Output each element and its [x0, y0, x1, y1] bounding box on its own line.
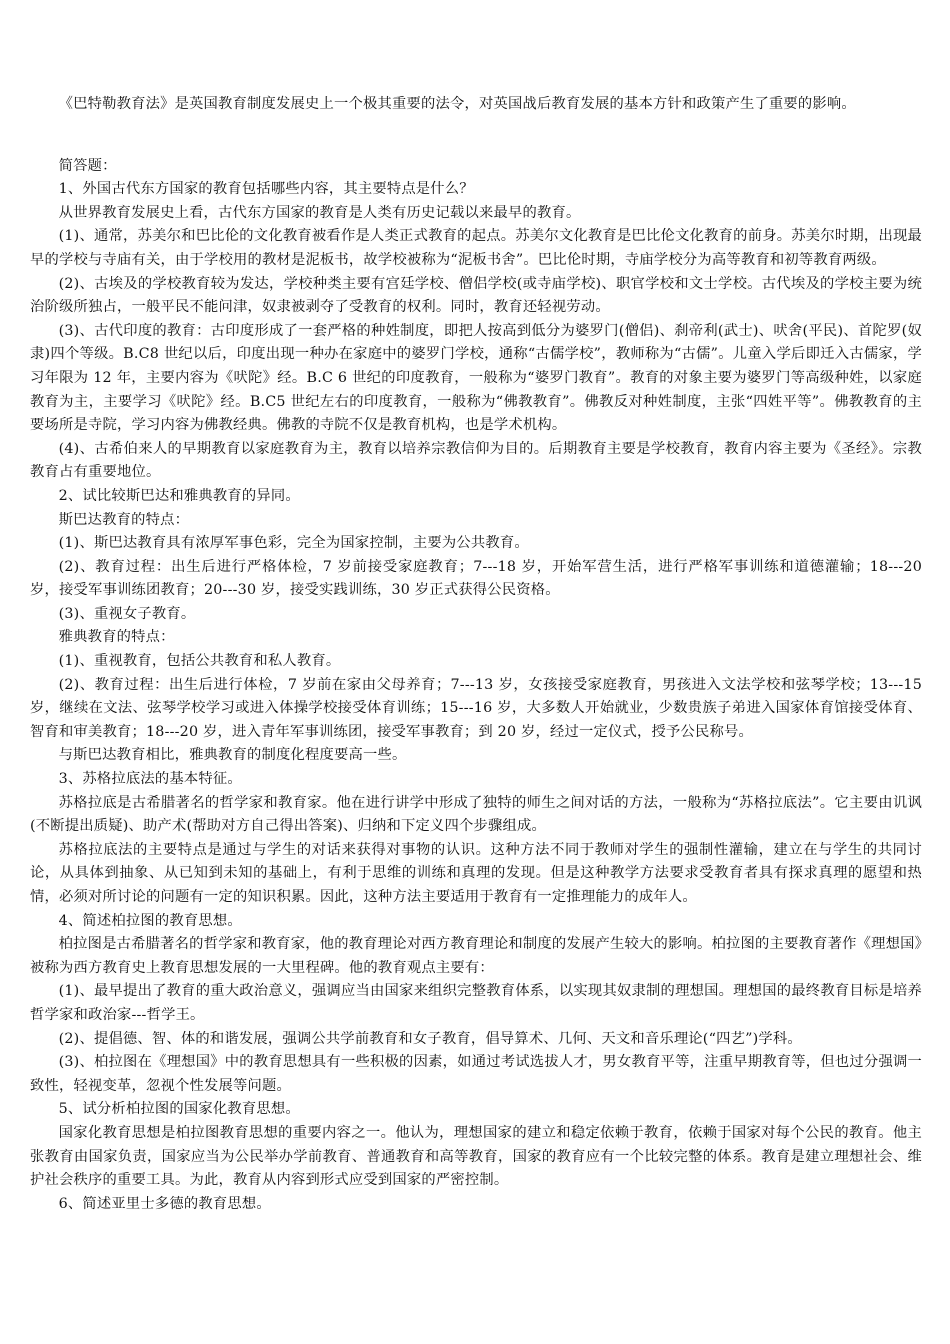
- paragraph-gap: [30, 117, 922, 155]
- paragraph: (3)、柏拉图在《理想国》中的教育思想具有一些积极的因素，如通过考试选拔人才，男女教育平等，注重早期教育等，但也过分强调一致性，轻视变革，忽视个性发展等问题。: [30, 1054, 922, 1094]
- paragraph: (1)、重视教育，包括公共教育和私人教育。: [58, 653, 341, 670]
- paragraph: (2)、提倡德、智、体的和谐发展，强调公共学前教育和女子教育，倡导算术、几何、天文和音乐理论(“四艺”)学科。: [58, 1030, 802, 1047]
- paragraph: (3)、重视女子教育。: [58, 605, 196, 622]
- paragraph: (2)、教育过程：出生后进行严格体检，7 岁前接受家庭教育；7---18 岁，开始军营生活，进行严格军事训练和道德灌输；18---20 岁，接受军事训练团教育；20---30 岁，接受实践训练，30 岁正式获得公民资格。: [30, 558, 922, 599]
- paragraph: (2)、古埃及的学校教育较为发达，学校种类主要有宫廷学校、僧侣学校(或寺庙学校)、职官学校和文士学校。古代埃及的学校主要为统治阶级所独占，一般平民不能问津，奴隶被剥夺了受教育的权利。同时，教育还轻视劳动。: [30, 275, 922, 316]
- question-6: 6、简述亚里士多德的教育思想。: [58, 1195, 271, 1212]
- question-1: 1、外国古代东方国家的教育包括哪些内容，其主要特点是什么？: [58, 181, 474, 198]
- document-body: [30, 93, 922, 1216]
- question-3: 3、苏格拉底法的基本特征。: [58, 771, 242, 788]
- section-heading-short-answer: 简答题：: [58, 157, 117, 174]
- paragraph: 斯巴达教育的特点：: [58, 511, 190, 528]
- question-4: 4、简述柏拉图的教育思想。: [58, 912, 242, 929]
- paragraph: 苏格拉底法的主要特点是通过与学生的对话来获得对事物的认识。这种方法不同于教师对学生的强制性灌输，建立在与学生的共同讨论，从具体到抽象、从已知到未知的基础上，有利于思维的训练和真理的发现。但是这种教学方法要求受教育者具有探求真理的愿望和热情，必须对所讨论的问题有一定的知识积累。因此，这种方法主要适用于教育有一定推理能力的成年人。: [30, 841, 922, 905]
- question-2: 2、试比较斯巴达和雅典教育的异同。: [58, 487, 300, 504]
- paragraph: (2)、教育过程：出生后进行体检，7 岁前在家由父母养育；7---13 岁，女孩接受家庭教育，男孩进入文法学校和弦琴学校；13---15 岁，继续在文法、弦琴学校学习或进入体操学校接受体育训练；15---16 岁，大多数人开始就业，少数贵族子弟进入国家体育馆接受体育、智育和审美教育；18---20 岁，进入青年军事训练团，接受军事教育；到 20 岁，经过一定仪式，授予公民称号。: [30, 676, 922, 740]
- paragraph: (1)、通常，苏美尔和巴比伦的文化教育被看作是人类正式教育的起点。苏美尔文化教育是巴比伦文化教育的前身。苏美尔时期，出现最早的学校与寺庙有关，由于学校用的教材是泥板书，故学校被称为“泥板书舍”。巴比伦时期，寺庙学校分为高等教育和初等教育两级。: [30, 228, 922, 268]
- paragraph: 柏拉图是古希腊著名的哲学家和教育家，他的教育理论对西方教育理论和制度的发展产生较大的影响。柏拉图的主要教育著作《理想国》被称为西方教育史上教育思想发展的一大里程碑。他的教育观点主要有：: [30, 936, 922, 976]
- paragraph: (3)、古代印度的教育：古印度形成了一套严格的种姓制度，即把人按高到低分为婆罗门(僧侣)、刹帝利(武士)、吠舍(平民)、首陀罗(奴隶)四个等级。B.C8 世纪以后，印度出现一种办在家庭中的婆罗门学校，通称“古儒学校”，教师称为“古儒”。儿童入学后即迁入古儒家，学习年限为 12 年，主要内容为《吠陀》经。B.C 6 世纪的印度教育，一般称为“婆罗门教育”。教育的对象主要为婆罗门等高级种姓，以家庭教育为主，主要学习《吠陀》经。B.C5 世纪左右的印度教育，一般称为“佛教教育”。佛教反对种姓制度，主张“四姓平等”。佛教教育的主要场所是寺院，学习内容为佛教经典。佛教的寺院不仅是教育机构，也是学术机构。: [30, 322, 922, 434]
- question-5: 5、试分析柏拉图的国家化教育思想。: [58, 1101, 300, 1118]
- paragraph: 苏格拉底是古希腊著名的哲学家和教育家。他在进行讲学中形成了独特的师生之间对话的方法，一般称为“苏格拉底法”。它主要由讥讽(不断提出质疑)、助产术(帮助对方自己得出答案)、归纳和下定义四个步骤组成。: [30, 794, 922, 835]
- paragraph-butler-act: 《巴特勒教育法》是英国教育制度发展史上一个极其重要的法令，对英国战后教育发展的基本方针和政策产生了重要的影响。: [58, 96, 856, 112]
- paragraph: 国家化教育思想是柏拉图教育思想的重要内容之一。他认为，理想国家的建立和稳定依赖于教育，依赖于国家对每个公民的教育。他主张教育由国家负责，国家应当为公民举办学前教育、普通教育和高等教育，国家的教育应有一个比较完整的体系。教育是建立理想社会、维护社会秩序的重要工具。为此，教育从内容到形式应受到国家的严密控制。: [30, 1124, 922, 1189]
- paragraph: (4)、古希伯来人的早期教育以家庭教育为主，教育以培养宗教信仰为目的。后期教育主要是学校教育，教育内容主要为《圣经》。宗教教育占有重要地位。: [30, 440, 922, 481]
- paragraph: 从世界教育发展史上看，古代东方国家的教育是人类有历史记载以来最早的教育。: [58, 204, 581, 221]
- paragraph: (1)、最早提出了教育的重大政治意义，强调应当由国家来组织完整教育体系，以实现其奴隶制的理想国。理想国的最终教育目标是培养哲学家和政治家---哲学王。: [30, 983, 922, 1023]
- paragraph: 与斯巴达教育相比，雅典教育的制度化程度要高一些。: [58, 747, 407, 764]
- paragraph: 雅典教育的特点：: [58, 629, 175, 646]
- paragraph: (1)、斯巴达教育具有浓厚军事色彩，完全为国家控制，主要为公共教育。: [58, 535, 529, 552]
